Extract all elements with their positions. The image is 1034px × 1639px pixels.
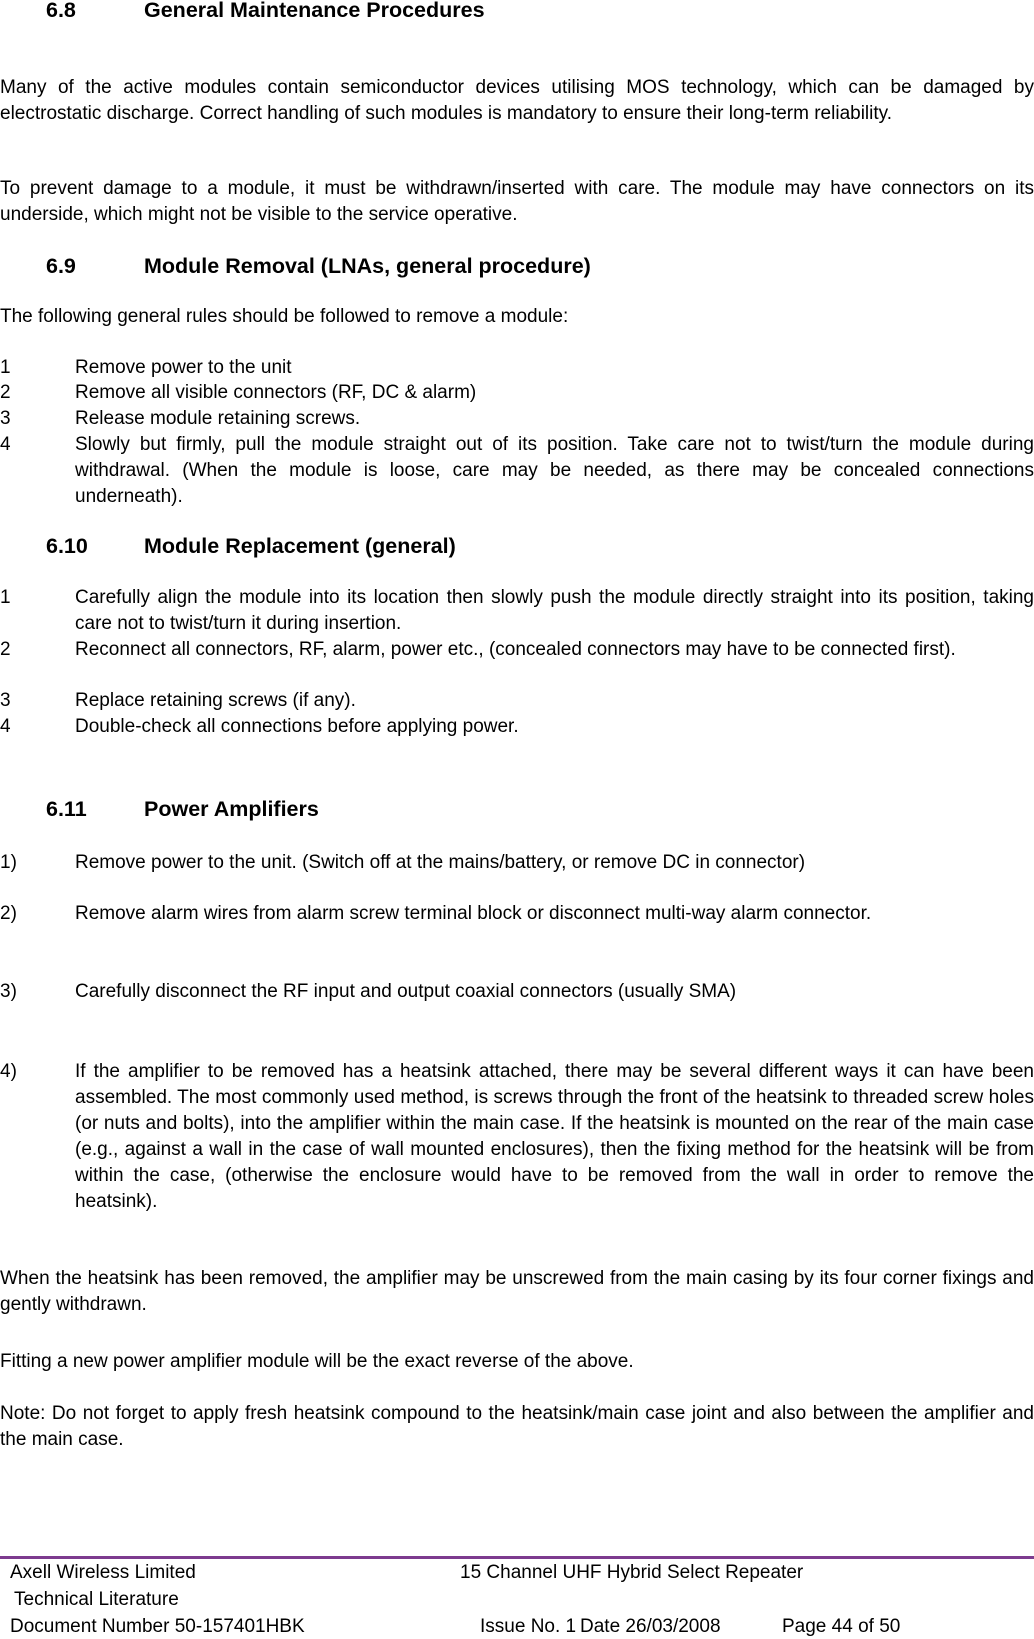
footer-date: Date 26/03/2008	[580, 1616, 721, 1637]
list-text: Remove all visible connectors (RF, DC & alarm)	[75, 382, 477, 403]
list-number: 1	[0, 357, 11, 378]
list-number: 1	[0, 587, 11, 608]
paragraph: Fitting a new power amplifier module will be the exact reverse of the above.	[0, 1351, 634, 1372]
list-number: 1)	[0, 852, 17, 873]
section-title: Module Removal (LNAs, general procedure)	[144, 254, 591, 278]
section-title: General Maintenance Procedures	[144, 0, 485, 22]
list-text: Replace retaining screws (if any).	[75, 690, 356, 711]
section-title: Power Amplifiers	[144, 797, 319, 821]
list-text: Remove power to the unit. (Switch off at the mains/battery, or remove DC in connector)	[75, 852, 806, 873]
paragraph: Note: Do not forget to apply fresh heatsink compound to the heatsink/main case joint and also between the amplifier and the main case.	[0, 1403, 1034, 1450]
list-text: Carefully align the module into its location then slowly push the module directly straight into its position, taking care not to twist/turn it during insertion.	[75, 587, 1034, 634]
list-number: 4	[0, 434, 11, 455]
footer-company: Axell Wireless Limited	[10, 1562, 196, 1583]
paragraph: Many of the active modules contain semiconductor devices utilising MOS technology, which can be damaged by electrostatic discharge. Correct handling of such modules is mandatory to ensure their long-term reliability.	[0, 77, 1034, 124]
list-number: 3	[0, 408, 11, 429]
list-number: 2)	[0, 903, 17, 924]
list-number: 2	[0, 382, 11, 403]
list-number: 3)	[0, 981, 17, 1002]
footer-document-number: Document Number 50-157401HBK	[10, 1616, 305, 1637]
list-number: 2	[0, 639, 11, 660]
section-number: 6.8	[46, 0, 76, 22]
paragraph: When the heatsink has been removed, the amplifier may be unscrewed from the main casing by its four corner fixings and gently withdrawn.	[0, 1268, 1034, 1315]
footer-product: 15 Channel UHF Hybrid Select Repeater	[460, 1562, 804, 1583]
section-number: 6.10	[46, 534, 88, 558]
footer-page-number: Page 44 of 50	[782, 1616, 901, 1637]
list-number: 4	[0, 716, 11, 737]
list-text: Release module retaining screws.	[75, 408, 361, 429]
section-number: 6.11	[46, 797, 87, 821]
list-text: Double-check all connections before applying power.	[75, 716, 519, 737]
list-number: 3	[0, 690, 11, 711]
section-number: 6.9	[46, 254, 76, 278]
list-text: Reconnect all connectors, RF, alarm, power etc., (concealed connectors may have to be connected first).	[75, 639, 956, 660]
footer-issue: Issue No. 1	[480, 1616, 577, 1637]
footer-department: Technical Literature	[14, 1589, 179, 1610]
list-text: If the amplifier to be removed has a heatsink attached, there may be several different ways it can have been assembled. The most commonly used method, is screws through the front of the heatsink to threaded screw holes (or nuts and bolts), into the amplifier within the main case. If the heatsink is mounted on the rear of the main case (e.g., against a wall in the case of wall mounted enclosures), then the fixing method for the heatsink will be from within the case, (otherwise the enclosure would have to be removed from the wall in order to remove the heatsink).	[75, 1061, 1034, 1212]
list-text: Slowly but firmly, pull the module straight out of its position. Take care not to twist/turn the module during withdrawal. (When the module is loose, care may be needed, as there may be concealed connections underneath).	[75, 434, 1034, 507]
list-text: Carefully disconnect the RF input and output coaxial connectors (usually SMA)	[75, 981, 737, 1002]
list-text: Remove power to the unit	[75, 357, 292, 378]
footer-divider	[0, 1556, 1034, 1559]
list-text: Remove alarm wires from alarm screw terminal block or disconnect multi-way alarm connector.	[75, 903, 872, 924]
paragraph: The following general rules should be followed to remove a module:	[0, 306, 569, 327]
section-title: Module Replacement (general)	[144, 534, 456, 558]
list-number: 4)	[0, 1061, 17, 1082]
paragraph: To prevent damage to a module, it must be withdrawn/inserted with care. The module may have connectors on its underside, which might not be visible to the service operative.	[0, 178, 1034, 225]
